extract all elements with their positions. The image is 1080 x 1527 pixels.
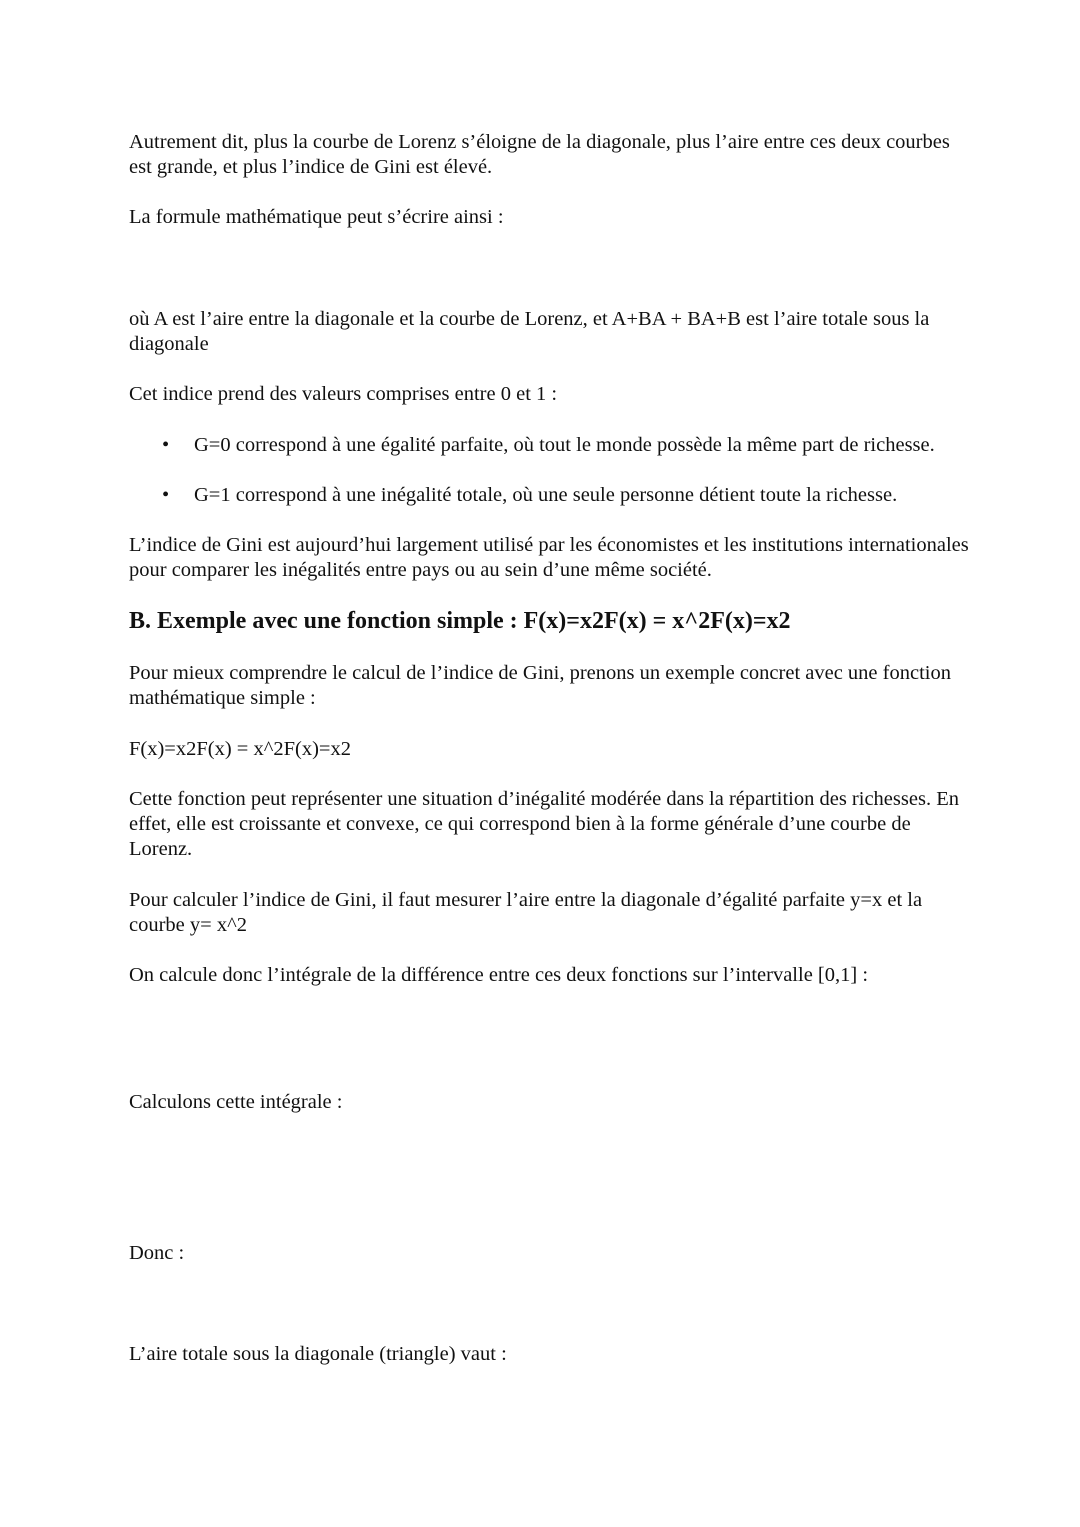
paragraph-compute-integral: Calculons cette intégrale : bbox=[129, 1091, 343, 1113]
paragraph-value-range: Cet indice prend des valeurs comprises entre 0 et 1 : bbox=[129, 383, 558, 405]
paragraph-lorenz-explanation: Autrement dit, plus la courbe de Lorenz s’éloigne de la diagonale, plus l’aire entre ces deux courbes est grande, et plus l’indice de Gini est élevé. bbox=[129, 131, 950, 178]
paragraph-total-area: L’aire totale sous la diagonale (triangle) vaut : bbox=[129, 1343, 507, 1365]
paragraph-formula-intro: La formule mathématique peut s’écrire ainsi : bbox=[129, 206, 504, 228]
list-item-total-inequality: G=1 correspond à une inégalité totale, où une seule personne détient toute la richesse. bbox=[194, 484, 898, 506]
paragraph-function-definition: F(x)=x2F(x) = x^2F(x)=x2 bbox=[129, 738, 351, 760]
list-item-perfect-equality: G=0 correspond à une égalité parfaite, où tout le monde possède la même part de richesse. bbox=[194, 434, 935, 456]
paragraph-area-definition: où A est l’aire entre la diagonale et la courbe de Lorenz, et A+BA + BA+B est l’aire totale sous la diagonale bbox=[129, 308, 930, 355]
paragraph-area-measure: Pour calculer l’indice de Gini, il faut mesurer l’aire entre la diagonale d’égalité parfaite y=x et la courbe y= x^2 bbox=[129, 889, 923, 936]
bullet-dot: • bbox=[162, 434, 170, 456]
bullet-dot: • bbox=[162, 484, 170, 506]
paragraph-integral-intro: On calcule donc l’intégrale de la différence entre ces deux fonctions sur l’intervalle [0,1] : bbox=[129, 964, 869, 986]
section-heading-b: B. Exemple avec une fonction simple : F(x)=x2F(x) = x^2F(x)=x2 bbox=[129, 608, 791, 634]
paragraph-donc: Donc : bbox=[129, 1242, 185, 1264]
paragraph-function-description: Cette fonction peut représenter une situation d’inégalité modérée dans la répartition des richesses. En effet, elle est croissante et convexe, ce qui correspond bien à la forme générale d’une courbe de Lorenz. bbox=[129, 788, 959, 860]
paragraph-example-intro: Pour mieux comprendre le calcul de l’indice de Gini, prenons un exemple concret avec une fonction mathématique simple : bbox=[129, 662, 951, 709]
paragraph-gini-usage: L’indice de Gini est aujourd’hui largement utilisé par les économistes et les institutions internationales pour comparer les inégalités entre pays ou au sein d’une même société. bbox=[129, 534, 969, 581]
